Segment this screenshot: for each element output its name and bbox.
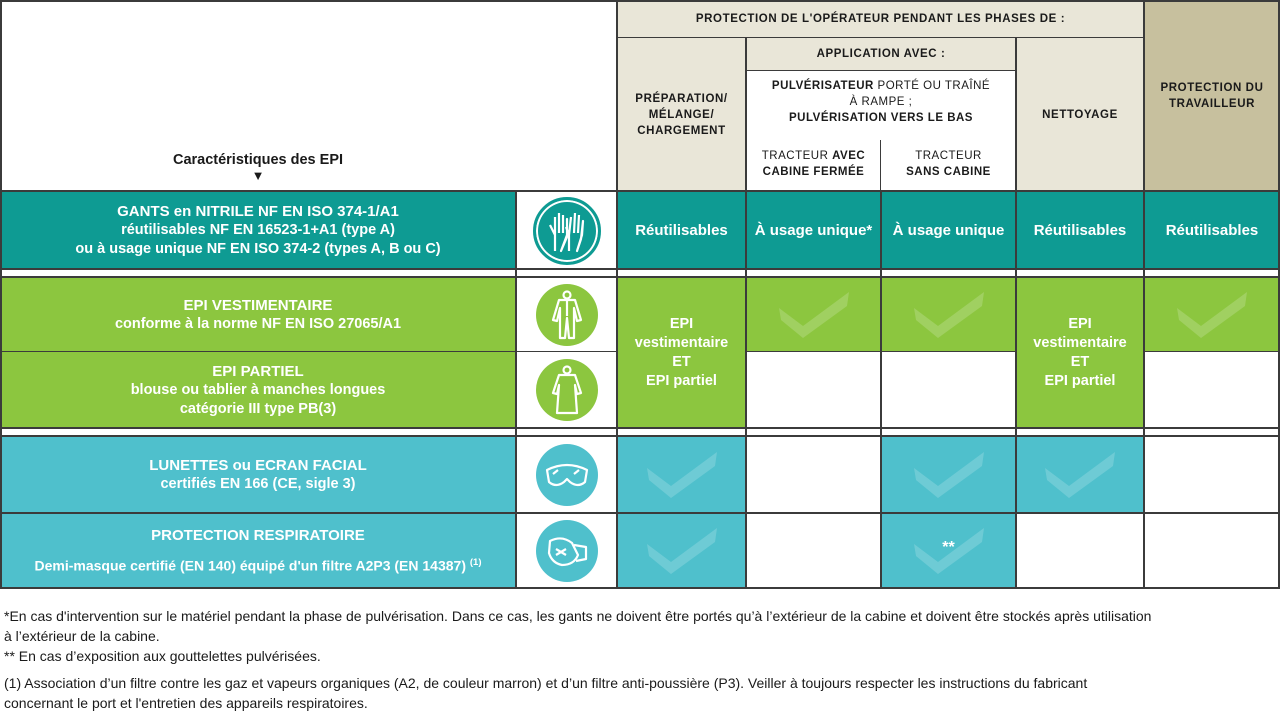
tracteur-label-2: TRACTEUR (915, 150, 982, 162)
gants-preparation: Réutilisables (635, 222, 728, 239)
partiel-travailleur-empty (1144, 352, 1280, 428)
apron-icon (536, 359, 598, 421)
merged-net-l1: EPI (1068, 315, 1092, 332)
lunettes-sans-cabine-check (881, 436, 1016, 513)
partiel-line2: blouse ou tablier à manches longues (130, 381, 386, 398)
merged-net-l4: EPI partiel (1044, 372, 1116, 389)
hdr-h-37 (616, 37, 1144, 38)
pulverisateur-rampe: À RAMPE ; (849, 96, 913, 108)
body-v-880 (880, 192, 882, 588)
hdr-v-1143 (1143, 0, 1145, 192)
footnote-star1b: à l’extérieur de la cabine. (4, 628, 160, 644)
body-v-516 (515, 192, 517, 588)
respiratoire-line2: Demi-masque certifié (EN 140) équipé d'un filtre A2P3 (EN 14387) (34, 557, 466, 574)
footnote-note1: (1) Association d’un filtre contre les gaz et vapeurs organiques (A2, de couleur marron) et d’un filtre anti-poussière (P3). Veiller à toujours respecter les instructions du fabricant (4, 675, 1088, 691)
hdr-h-191 (0, 190, 1280, 192)
body-v-1143 (1143, 192, 1145, 588)
hdr-v-745 (745, 37, 747, 192)
application-header: APPLICATION AVEC : (746, 37, 1016, 70)
vestimentaire-travailleur-check (1144, 277, 1280, 352)
vestimentaire-line1: EPI VESTIMENTAIRE (183, 296, 333, 314)
frame-top (0, 0, 1280, 2)
vestimentaire-icon-cell (516, 277, 617, 352)
row-h-435 (0, 435, 1280, 437)
gants-line1: GANTS en NITRILE NF EN ISO 374-1/A1 (117, 203, 399, 220)
lunettes-label (0, 436, 516, 513)
row-h-352c (1144, 351, 1280, 352)
hdr-v-616 (616, 0, 618, 192)
partiel-icon-cell (516, 352, 617, 428)
row-h-276 (0, 276, 1280, 278)
body-v-1015 (1015, 192, 1017, 588)
avec-label: AVEC (832, 150, 866, 162)
vestimentaire-label (0, 277, 516, 352)
vestimentaire-cabine-check (746, 277, 881, 352)
vestimentaire-line2: conforme à la norme NF EN ISO 27065/A1 (114, 315, 402, 332)
lunettes-line1: LUNETTES ou ECRAN FACIAL (149, 456, 367, 474)
respirator-icon (536, 520, 598, 582)
vestimentaire-sans-cabine-check (881, 277, 1016, 352)
respiratoire-label (0, 513, 516, 588)
gants-cabine: À usage unique* (754, 222, 873, 239)
frame-left (0, 0, 2, 589)
hdr-v-1015 (1015, 37, 1017, 192)
lunettes-travailleur-empty (1144, 436, 1280, 513)
footnote-note1b: concernant le port et l'entretien des appareils respiratoires. (4, 695, 368, 711)
merged-prep-l1: EPI (669, 315, 694, 332)
tracteur-sans-cabine-header (881, 148, 1016, 180)
pulverisateur-normal: PORTÉ OU TRAÎNÉ (873, 80, 991, 92)
merged-preparation (617, 277, 746, 428)
merged-prep-l4: EPI partiel (646, 372, 717, 389)
gants-line3: ou à usage unique NF EN ISO 374-2 (types A, B ou C) (75, 241, 441, 257)
pulverisateur-bold: PULVÉRISATEUR (771, 80, 874, 92)
cabine-fermee-label: CABINE FERMÉE (762, 166, 865, 178)
row-h-428 (0, 427, 1280, 429)
footnotes (4, 606, 1276, 713)
lunettes-icon-cell (516, 436, 617, 513)
gants-sans-cabine: À usage unique (892, 222, 1005, 239)
preparation-header: PRÉPARATION/ MÉLANGE/ CHARGEMENT (617, 37, 746, 192)
respiratoire-line1: PROTECTION RESPIRATOIRE (151, 526, 365, 544)
body-v-616 (616, 192, 618, 588)
lunettes-line2: certifiés EN 166 (CE, sigle 3) (160, 475, 356, 492)
partiel-line3: catégorie III type PB(3) (179, 400, 337, 417)
row-h-513 (0, 512, 1280, 514)
respiratoire-sup: (1) (469, 556, 482, 568)
merged-prep-l2: vestimentaire (634, 334, 729, 351)
phases-header: PROTECTION DE L'OPÉRATEUR PENDANT LES PHASES DE : (617, 0, 1144, 37)
lunettes-nettoyage-check (1016, 436, 1144, 513)
epi-title: Caractéristiques des EPI (172, 152, 344, 168)
respiratoire-preparation-check (617, 513, 746, 588)
gants-label (0, 192, 516, 269)
merged-prep-l3: ET (672, 353, 691, 370)
coverall-icon (536, 284, 598, 346)
merged-nettoyage (1016, 277, 1144, 428)
respiratoire-right-empty (1016, 513, 1280, 588)
gants-icon-cell (516, 192, 617, 269)
row-h-268 (0, 268, 1280, 270)
pulverisateur-label (746, 78, 1016, 126)
respiratoire-cabine-empty (746, 513, 881, 588)
sans-cabine-label: SANS CABINE (906, 166, 991, 178)
epi-header (0, 0, 516, 192)
travailleur-header: PROTECTION DU TRAVAILLEUR (1144, 0, 1280, 192)
partiel-line1: EPI PARTIEL (212, 362, 304, 380)
merged-net-l3: ET (1070, 353, 1090, 370)
body-v-745 (745, 192, 747, 588)
respiratoire-icon-cell (516, 513, 617, 588)
tracteur-cabine-header (746, 148, 881, 180)
tracteur-label: TRACTEUR (761, 150, 833, 162)
down-arrow-icon: ▼ (251, 168, 265, 183)
gants-nettoyage: Réutilisables (1033, 222, 1127, 239)
lunettes-cabine-empty (746, 436, 881, 513)
nettoyage-header: NETTOYAGE (1016, 37, 1144, 192)
hdr-h-70 (746, 70, 1016, 71)
partiel-sans-cabine-empty (881, 352, 1016, 428)
row-h-352a (0, 351, 617, 352)
lunettes-preparation-check (617, 436, 746, 513)
hdr-v-880 (880, 140, 881, 192)
gloves-icon (533, 197, 601, 265)
gants-travailleur: Réutilisables (1165, 222, 1259, 239)
respiratoire-double-star: ** (942, 539, 955, 556)
partiel-cabine-empty (746, 352, 881, 428)
partiel-label (0, 352, 516, 428)
frame-bottom (0, 587, 1280, 589)
pulverisation-bas: PULVÉRISATION VERS LE BAS (789, 112, 973, 124)
footnote-star2: ** En cas d’exposition aux gouttelettes pulvérisées. (4, 648, 321, 664)
gants-line2: réutilisables NF EN 16523-1+A1 (type A) (121, 222, 395, 238)
footnote-star1: *En cas d'intervention sur le matériel pendant la phase de pulvérisation. Dans ce cas, les gants ne doivent être portés qu’à l’extérieur de la cabine et doivent être stockés après utilisation (4, 608, 1152, 624)
goggles-icon (536, 444, 598, 506)
merged-net-l2: vestimentaire (1033, 334, 1127, 351)
